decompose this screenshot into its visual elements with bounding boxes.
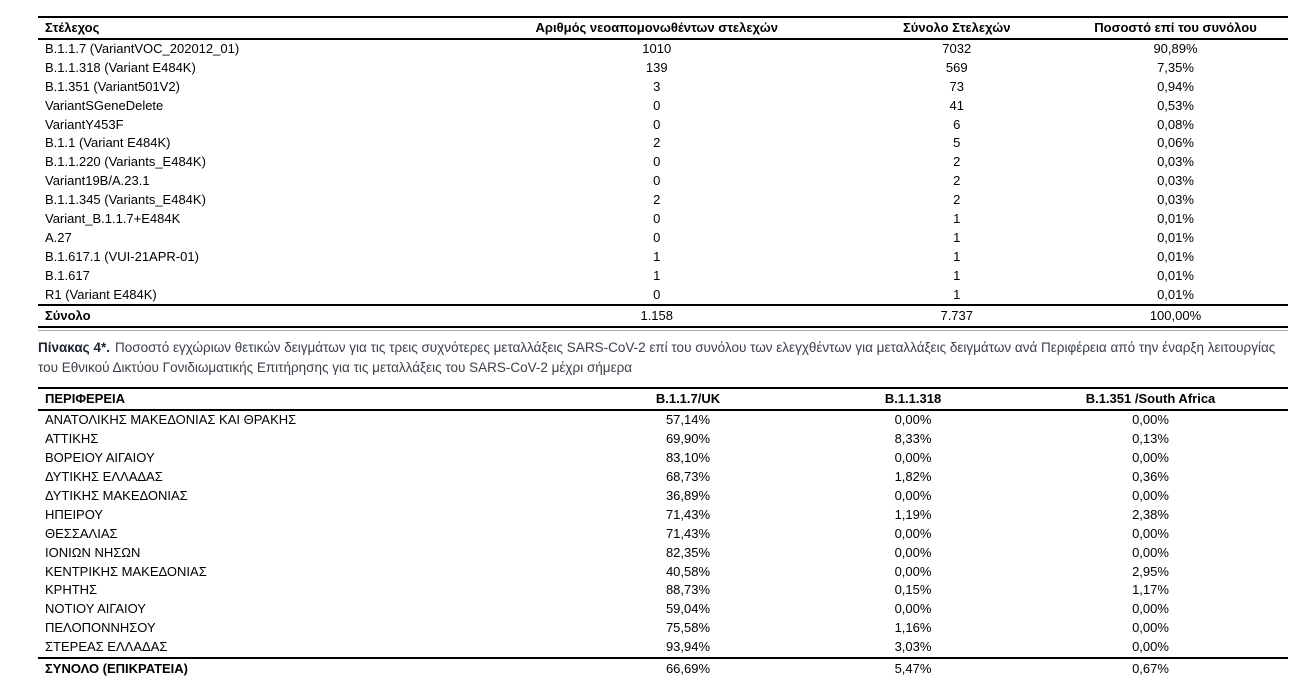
table-cell: 0,00% <box>894 488 932 504</box>
table-cell: 88,73% <box>665 582 711 598</box>
table-cell: 0,94% <box>1157 78 1194 94</box>
regions-table-body <box>38 411 1288 657</box>
total-b117-uk: 66,69% <box>665 661 711 677</box>
column-header-strain: Στέλεχος <box>45 20 100 35</box>
table-cell: 2 <box>953 154 961 170</box>
column-header-region: ΠΕΡΙΦΕΡΕΙΑ <box>45 391 126 407</box>
total-label: ΣΥΝΟΛΟ (ΕΠΙΚΡΑΤΕΙΑ) <box>45 661 189 677</box>
table-cell: 57,14% <box>665 412 711 428</box>
table-cell: B.1.617 <box>45 267 90 283</box>
total-b11318: 5,47% <box>894 661 932 677</box>
table-cell: 1 <box>953 229 961 245</box>
table-cell: 1 <box>653 248 661 264</box>
column-header-new-isolates: Αριθμός νεοαπομονωθέντων στελεχών <box>535 20 778 35</box>
total-percentage: 100,00% <box>1149 308 1202 324</box>
table-row <box>38 430 1288 449</box>
table-cell: Variant19B/A.23.1 <box>45 173 150 189</box>
variants-table-header-row <box>38 18 1288 40</box>
table-row <box>38 449 1288 468</box>
table-cell: 40,58% <box>665 563 711 579</box>
table-cell: ΠΕΛΟΠΟΝΝΗΣΟΥ <box>45 620 156 636</box>
table-cell: 71,43% <box>665 525 711 541</box>
table-cell: ΝΟΤΙΟΥ ΑΙΓΑΙΟΥ <box>45 601 146 617</box>
table-row <box>38 191 1288 210</box>
table-cell: 0,00% <box>1132 488 1169 504</box>
table-cell: 6 <box>953 116 961 132</box>
table-cell: ΚΡΗΤΗΣ <box>45 582 98 598</box>
table-row <box>38 468 1288 487</box>
column-header-b11318: B.1.1.318 <box>884 391 942 407</box>
table-cell: 36,89% <box>665 488 711 504</box>
table-cell: 3,03% <box>894 639 932 655</box>
table-cell: 1,19% <box>894 506 932 522</box>
table-cell: 1 <box>953 211 961 227</box>
table-cell: 0,00% <box>1132 639 1169 655</box>
table-cell: ΣΤΕΡΕΑΣ ΕΛΛΑΔΑΣ <box>45 639 168 655</box>
table-cell: 2 <box>953 192 961 208</box>
table-cell: 0 <box>653 211 661 227</box>
table-cell: 0,36% <box>1132 469 1169 485</box>
variants-table-total-row <box>38 304 1288 328</box>
table-row <box>38 97 1288 116</box>
table-cell: 0 <box>653 229 661 245</box>
table-cell: ΑΤΤΙΚΗΣ <box>45 431 99 447</box>
table-row <box>38 544 1288 563</box>
table-cell: 2 <box>953 173 961 189</box>
table-row <box>38 600 1288 619</box>
table-cell: 71,43% <box>665 506 711 522</box>
table-cell: 8,33% <box>894 431 932 447</box>
table-cell: 0,08% <box>1157 116 1194 132</box>
table-row <box>38 229 1288 248</box>
table-row <box>38 581 1288 600</box>
table-cell: 569 <box>945 59 968 75</box>
table-cell: 68,73% <box>665 469 711 485</box>
table-row <box>38 248 1288 267</box>
table-cell: ΙΟΝΙΩΝ ΝΗΣΩΝ <box>45 544 141 560</box>
table-cell: Variant_B.1.1.7+E484K <box>45 211 181 227</box>
table-cell: 41 <box>949 97 964 113</box>
table-cell: 0,01% <box>1157 286 1194 302</box>
table-cell: 0,01% <box>1157 248 1194 264</box>
table-cell: 1,82% <box>894 469 932 485</box>
table-cell: ΔΥΤΙΚΗΣ ΜΑΚΕΔΟΝΙΑΣ <box>45 488 188 504</box>
table-cell: 0,13% <box>1132 431 1169 447</box>
table-cell: ΒΟΡΕΙΟΥ ΑΙΓΑΙΟΥ <box>45 450 155 466</box>
table-cell: 59,04% <box>665 601 711 617</box>
table-row <box>38 210 1288 229</box>
table-row <box>38 172 1288 191</box>
table-row <box>38 525 1288 544</box>
table-cell: 82,35% <box>665 544 711 560</box>
table-cell: 5 <box>953 135 961 151</box>
total-strains: 7.737 <box>940 308 974 324</box>
table-row <box>38 563 1288 582</box>
table-cell: 0,03% <box>1157 154 1194 170</box>
table-row <box>38 134 1288 153</box>
table-cell: 1,16% <box>894 620 932 636</box>
table-row <box>38 59 1288 78</box>
table-cell: 69,90% <box>665 431 711 447</box>
table-row <box>38 487 1288 506</box>
table-cell: 139 <box>645 59 668 75</box>
table-cell: 0,03% <box>1157 192 1194 208</box>
caption-label: Πίνακας 4*. <box>38 340 110 356</box>
table-cell: B.1.1.318 (Variant E484K) <box>45 59 196 75</box>
table-cell: A.27 <box>45 229 72 245</box>
table-cell: ΚΕΝΤΡΙΚΗΣ ΜΑΚΕΔΟΝΙΑΣ <box>45 563 207 579</box>
table-row <box>38 267 1288 286</box>
table-row <box>38 506 1288 525</box>
table-cell: 0,00% <box>1132 601 1169 617</box>
table-cell: 0,00% <box>894 412 932 428</box>
table-cell: 1 <box>953 286 961 302</box>
regions-table-header-row <box>38 389 1288 411</box>
table-cell: 0,01% <box>1157 267 1194 283</box>
table-cell: 3 <box>653 78 661 94</box>
table-cell: B.1.351 (Variant501V2) <box>45 78 180 94</box>
table-row <box>38 619 1288 638</box>
table-cell: 0,00% <box>1132 525 1169 541</box>
table-cell: 2 <box>653 192 661 208</box>
total-label: Σύνολο <box>45 308 91 324</box>
table-cell: 7,35% <box>1157 59 1194 75</box>
table-cell: 1 <box>653 267 661 283</box>
table-cell: B.1.1.345 (Variants_E484K) <box>45 192 206 208</box>
table-cell: 7032 <box>942 41 972 56</box>
table-cell: 0,00% <box>894 544 932 560</box>
column-header-b117-uk: B.1.1.7/UK <box>655 391 721 407</box>
table-cell: 0,00% <box>894 450 932 466</box>
table-cell: 75,58% <box>665 620 711 636</box>
table-cell: 0,00% <box>894 563 932 579</box>
table-row <box>38 78 1288 97</box>
table-cell: 0 <box>653 173 661 189</box>
table-cell: 0,00% <box>1132 544 1169 560</box>
table-cell: 0,00% <box>1132 450 1169 466</box>
table-row <box>38 638 1288 657</box>
table-cell: 0,01% <box>1157 211 1194 227</box>
column-header-total-strains: Σύνολο Στελεχών <box>902 20 1011 35</box>
table-row <box>38 411 1288 430</box>
table-cell: B.1.1 (Variant E484K) <box>45 135 171 151</box>
caption-text: Ποσοστό εγχώριων θετικών δειγμάτων για τις τρεις συχνότερες μεταλλάξεις SARS-CoV-2 επί του συνόλου των ελεγχθέντων για μεταλλάξεις δειγμάτων ανά Περιφέρεια από την έναρξη λειτουργίας του Εθνικού Δικτύου Γονιδιωματικής Επιτήρησης για τις μεταλλάξεις του SARS-CoV-2 μέχρι σήμερα <box>38 340 1276 376</box>
variants-strains-table <box>38 16 1288 328</box>
table-cell: VariantY453F <box>45 116 124 132</box>
table-row <box>38 153 1288 172</box>
table-cell: ΗΠΕΙΡΟΥ <box>45 506 104 522</box>
table-cell: 1,17% <box>1132 582 1169 598</box>
table-cell: 0,01% <box>1157 229 1194 245</box>
table-cell: 1 <box>953 267 961 283</box>
table-cell: 0 <box>653 154 661 170</box>
table-cell: 83,10% <box>665 450 711 466</box>
table-cell: ΔΥΤΙΚΗΣ ΕΛΛΑΔΑΣ <box>45 469 163 485</box>
column-header-percentage: Ποσοστό επί του συνόλου <box>1094 20 1257 35</box>
table-caption <box>38 338 1288 378</box>
table-cell: 0 <box>653 97 661 113</box>
table-cell: ΘΕΣΣΑΛΙΑΣ <box>45 525 118 541</box>
variants-table-body <box>38 40 1288 304</box>
table-row <box>38 40 1288 59</box>
table-cell: B.1.1.7 (VariantVOC_202012_01) <box>45 41 240 56</box>
table-cell: 2,95% <box>1132 563 1169 579</box>
table-cell: 0,00% <box>1132 412 1169 428</box>
table-cell: 0,00% <box>894 601 932 617</box>
table-cell: 0,00% <box>894 525 932 541</box>
table-cell: 0 <box>653 286 661 302</box>
table-cell: VariantSGeneDelete <box>45 97 164 113</box>
table-cell: 90,89% <box>1153 41 1198 56</box>
table-cell: R1 (Variant E484K) <box>45 286 157 302</box>
table-cell: 0 <box>653 116 661 132</box>
table-cell: 73 <box>949 78 964 94</box>
table-cell: 0,00% <box>1132 620 1169 636</box>
table-cell: 2 <box>653 135 661 151</box>
table-cell: B.1.1.220 (Variants_E484K) <box>45 154 206 170</box>
table-cell: B.1.617.1 (VUI-21APR-01) <box>45 248 199 264</box>
table-row <box>38 116 1288 135</box>
table-cell: 0,03% <box>1157 173 1194 189</box>
table-cell: 0,06% <box>1157 135 1194 151</box>
column-header-b1351-south-africa: B.1.351 /South Africa <box>1085 391 1216 407</box>
table-cell: 0,53% <box>1157 97 1194 113</box>
table-row <box>38 286 1288 305</box>
table-cell: 1010 <box>642 41 672 56</box>
regions-table-total-row <box>38 657 1288 678</box>
table-cell: ΑΝΑΤΟΛΙΚΗΣ ΜΑΚΕΔΟΝΙΑΣ ΚΑΙ ΘΡΑΚΗΣ <box>45 412 297 428</box>
table-cell: 93,94% <box>665 639 711 655</box>
table-bottom-accent-line <box>38 330 1288 331</box>
total-new-isolates: 1.158 <box>640 308 674 324</box>
regions-mutations-table <box>38 387 1288 678</box>
table-cell: 2,38% <box>1132 506 1169 522</box>
total-b1351-south-africa: 0,67% <box>1132 661 1169 677</box>
table-cell: 1 <box>953 248 961 264</box>
table-cell: 0,15% <box>894 582 932 598</box>
